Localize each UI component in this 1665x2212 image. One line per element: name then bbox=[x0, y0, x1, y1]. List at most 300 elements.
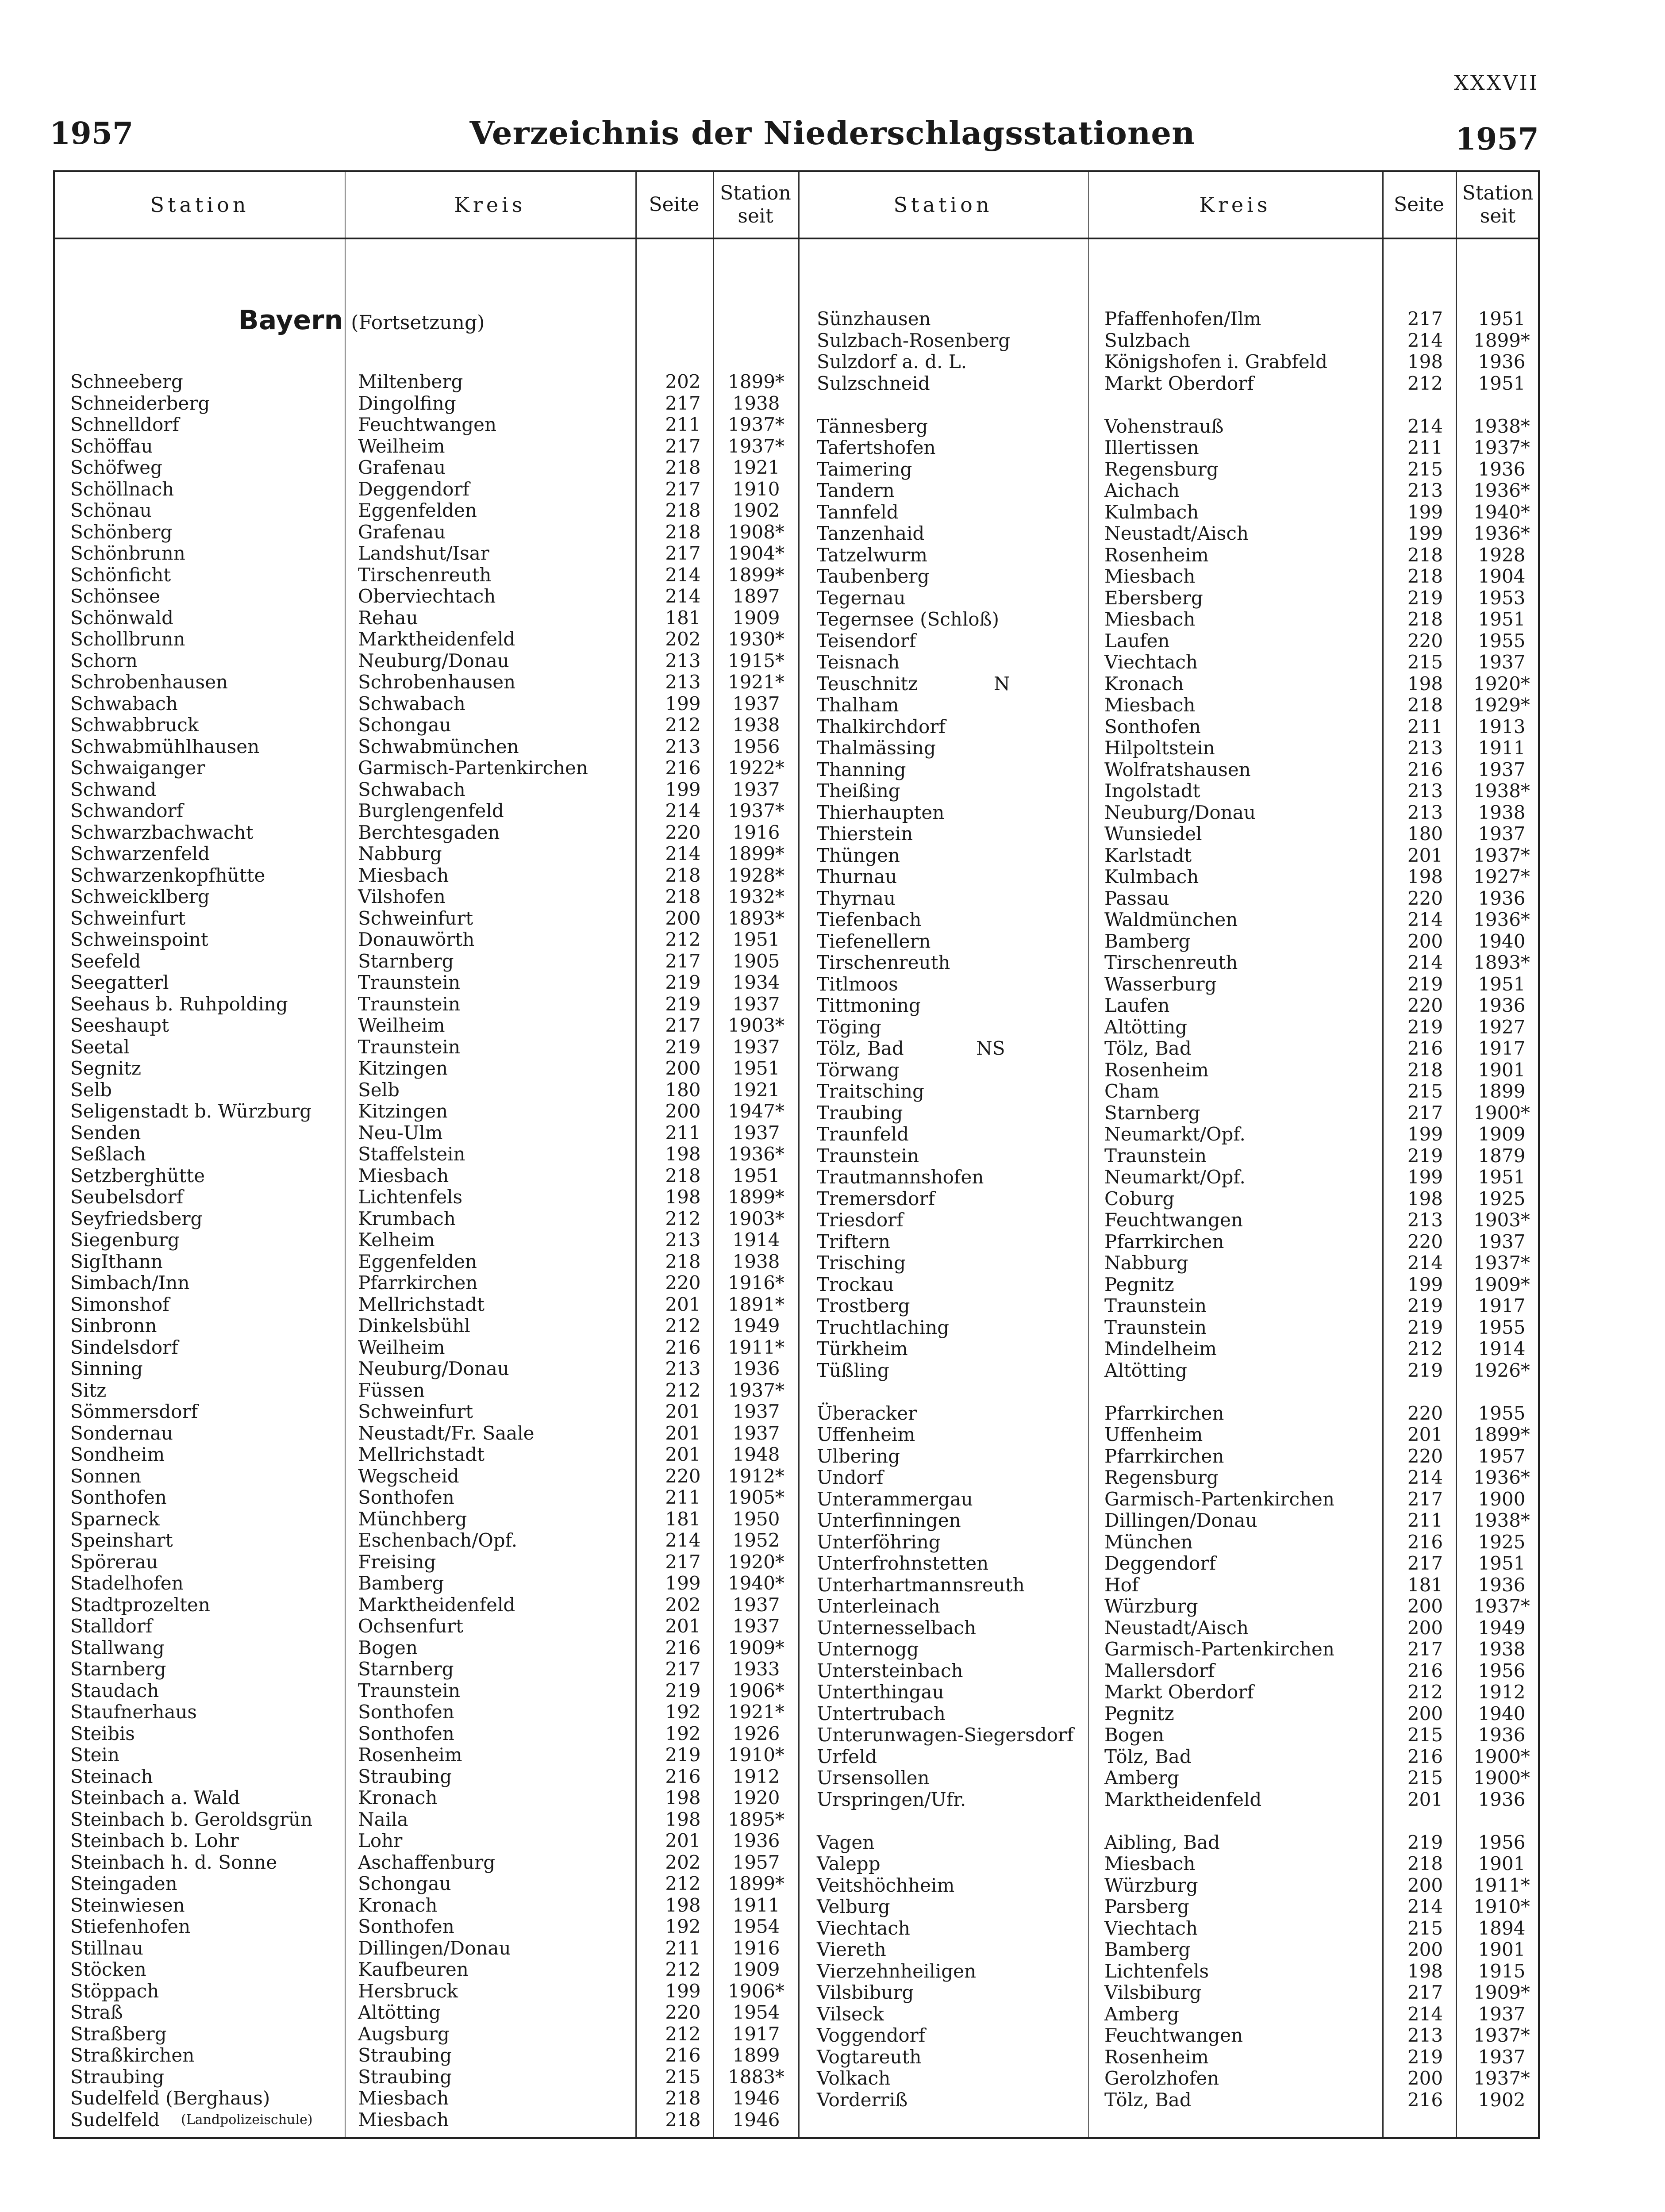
table-row bbox=[70, 1251, 796, 1272]
table-row bbox=[817, 2004, 1538, 2025]
kreis-name: Marktheidenfeld bbox=[358, 1594, 515, 1616]
station-seit-value: 1928* bbox=[728, 864, 784, 886]
table-row bbox=[70, 1058, 796, 1079]
station-name: Senden bbox=[70, 1121, 141, 1144]
table-row bbox=[70, 757, 796, 779]
table-row bbox=[817, 1982, 1538, 2003]
station-seit-value: 1940* bbox=[728, 1572, 784, 1594]
station-seit-value: 1920* bbox=[728, 1551, 784, 1573]
table-row bbox=[817, 1210, 1538, 1231]
kreis-name: Deggendorf bbox=[358, 478, 469, 500]
station-seit-value: 1915* bbox=[728, 649, 784, 672]
station-seit-value: 1950 bbox=[732, 1508, 780, 1530]
kreis-name: Mellrichstadt bbox=[358, 1293, 485, 1315]
seite-value: 213 bbox=[665, 649, 701, 672]
station-name: Triesdorf bbox=[817, 1209, 904, 1231]
seite-value: 211 bbox=[1407, 437, 1443, 458]
seite-value: 217 bbox=[665, 1551, 701, 1573]
seite-value: 212 bbox=[665, 929, 701, 950]
seite-value: 200 bbox=[665, 907, 701, 929]
page-title: Verzeichnis der Niederschlagsstationen bbox=[469, 114, 1196, 152]
table-row bbox=[817, 609, 1538, 630]
table-row bbox=[817, 588, 1538, 609]
station-seit-value: 1937* bbox=[728, 1379, 784, 1401]
station-seit-value: 1908* bbox=[728, 521, 784, 543]
station-seit-value: 1940 bbox=[1478, 1702, 1526, 1724]
station-name: Schönbrunn bbox=[70, 542, 185, 564]
station-name: Segnitz bbox=[70, 1057, 142, 1079]
seite-value: 202 bbox=[665, 371, 701, 392]
station-name: Titlmoos bbox=[817, 973, 898, 995]
kreis-name: Passau bbox=[1104, 887, 1169, 909]
kreis-name: Wasserburg bbox=[1104, 973, 1217, 995]
table-row bbox=[817, 1703, 1538, 1724]
seite-value: 198 bbox=[1407, 672, 1443, 695]
station-name: Sünzhausen bbox=[817, 308, 931, 330]
station-seit-value: 1903* bbox=[728, 1207, 784, 1229]
seite-value: 201 bbox=[665, 1422, 701, 1444]
seite-value: 220 bbox=[665, 821, 701, 843]
kreis-name: Königshofen i. Grabfeld bbox=[1104, 351, 1327, 373]
table-row bbox=[70, 1637, 796, 1659]
station-name: Stallwang bbox=[70, 1636, 165, 1659]
kreis-name: Wunsiedel bbox=[1104, 823, 1202, 845]
table-row bbox=[817, 373, 1538, 394]
station-name: Stöppach bbox=[70, 1980, 159, 2002]
station-name: Straubing bbox=[70, 2066, 165, 2088]
kreis-name: Viechtach bbox=[1104, 1917, 1198, 1939]
seite-value: 217 bbox=[1407, 1552, 1443, 1574]
table-row bbox=[817, 823, 1538, 845]
seite-value: 199 bbox=[1407, 501, 1443, 523]
table-row bbox=[817, 1317, 1538, 1338]
kreis-name: Miesbach bbox=[358, 2087, 449, 2109]
seite-value: 215 bbox=[1407, 1080, 1443, 1102]
seite-value: 211 bbox=[1407, 715, 1443, 737]
station-seit-value: 1932* bbox=[728, 886, 784, 907]
kreis-name: Altötting bbox=[1104, 1359, 1188, 1381]
station-seit-value: 1909* bbox=[1473, 1982, 1530, 2003]
station-seit-value: 1904* bbox=[728, 542, 784, 564]
station-seit-value: 1915 bbox=[1478, 1960, 1526, 1982]
table-row bbox=[817, 502, 1538, 523]
kreis-name: Feuchtwangen bbox=[358, 414, 497, 435]
table-row bbox=[70, 1165, 796, 1187]
station-name: Setzberghütte bbox=[70, 1164, 205, 1187]
station-seit-value: 1937 bbox=[732, 1594, 780, 1616]
seite-value: 220 bbox=[1407, 1230, 1443, 1252]
table-row bbox=[817, 1274, 1538, 1295]
kreis-name: Neumarkt/Opf. bbox=[1104, 1123, 1246, 1145]
station-name: Unterfrohnstetten bbox=[817, 1552, 989, 1574]
station-seit-value: 1899* bbox=[1473, 329, 1530, 351]
table-row bbox=[70, 1981, 796, 2002]
kreis-name: Würzburg bbox=[1104, 1595, 1198, 1617]
kreis-name: Miesbach bbox=[1104, 694, 1196, 716]
station-name: Tiefenbach bbox=[817, 909, 922, 930]
seite-value: 219 bbox=[665, 1036, 701, 1058]
station-name: Untersteinbach bbox=[817, 1659, 963, 1682]
station-name: Stein bbox=[70, 1744, 119, 1766]
seite-value: 198 bbox=[1407, 351, 1443, 373]
kreis-name: Nabburg bbox=[1104, 1252, 1188, 1274]
station-seit-value: 1951 bbox=[1478, 1552, 1526, 1574]
station-seit-value: 1913 bbox=[1478, 715, 1526, 737]
station-name: Teisnach bbox=[817, 651, 900, 673]
table-row bbox=[70, 1487, 796, 1508]
station-seit-value: 1954 bbox=[732, 2001, 780, 2023]
table-row bbox=[817, 308, 1538, 330]
station-name: Sparneck bbox=[70, 1508, 160, 1530]
seite-value: 218 bbox=[665, 864, 701, 886]
kreis-name: Aibling, Bad bbox=[1104, 1831, 1220, 1853]
station-name: Schwaiganger bbox=[70, 757, 205, 779]
station-seit-value: 1893* bbox=[728, 907, 784, 929]
station-seit-value: 1920 bbox=[732, 1787, 780, 1809]
kreis-name: Burglengenfeld bbox=[358, 800, 504, 822]
kreis-name: Rosenheim bbox=[1104, 544, 1209, 566]
station-name: SigIthann bbox=[70, 1250, 163, 1272]
table-row bbox=[70, 1229, 796, 1251]
table-row bbox=[70, 1551, 796, 1573]
station-name: Sulzschneid bbox=[817, 372, 930, 394]
station-seit-value: 1951 bbox=[732, 1164, 780, 1187]
station-seit-value: 1951 bbox=[1478, 608, 1526, 630]
station-seit-value: 1921* bbox=[728, 671, 784, 693]
station-name: Triftern bbox=[817, 1230, 890, 1252]
table-row bbox=[817, 1167, 1538, 1188]
seite-value: 216 bbox=[665, 2044, 701, 2066]
station-seit-value: 1937 bbox=[1478, 651, 1526, 673]
kreis-name: Sonthofen bbox=[358, 1722, 454, 1744]
kreis-name: Mallersdorf bbox=[1104, 1659, 1215, 1682]
seite-value: 216 bbox=[1407, 1531, 1443, 1553]
station-name: Unterhartmannsreuth bbox=[817, 1574, 1025, 1596]
seite-value: 199 bbox=[665, 1572, 701, 1594]
table-row bbox=[817, 459, 1538, 480]
seite-value: 214 bbox=[1407, 1467, 1443, 1488]
kreis-name: Weilheim bbox=[358, 435, 445, 457]
kreis-name: Vilshofen bbox=[358, 886, 446, 907]
station-name: Straßkirchen bbox=[70, 2044, 195, 2066]
header-kreis-right: Kreis bbox=[1199, 193, 1271, 217]
seite-value: 212 bbox=[665, 1207, 701, 1229]
station-name: Tremersdorf bbox=[817, 1187, 935, 1210]
seite-value: 214 bbox=[1407, 329, 1443, 351]
kreis-name: Traunstein bbox=[358, 972, 460, 993]
kreis-name: Miesbach bbox=[358, 2108, 449, 2131]
kreis-name: Laufen bbox=[1104, 995, 1170, 1016]
station-seit-value: 1949 bbox=[732, 1315, 780, 1336]
station-seit-value: 1921 bbox=[732, 1079, 780, 1101]
table-row bbox=[70, 393, 796, 414]
station-seit-value: 1953 bbox=[1478, 587, 1526, 609]
table-row bbox=[817, 630, 1538, 652]
station-seit-value: 1921 bbox=[732, 457, 780, 478]
seite-value: 219 bbox=[665, 972, 701, 993]
table-row bbox=[817, 1188, 1538, 1210]
station-seit-value: 1940* bbox=[1473, 501, 1530, 523]
kreis-name: Traunstein bbox=[358, 1036, 460, 1058]
station-name: Schönsee bbox=[70, 585, 160, 607]
station-seit-value: 1938* bbox=[1473, 780, 1530, 802]
station-name: Unterammergau bbox=[817, 1488, 973, 1510]
station-name: Unterunwagen-Siegersdorf bbox=[817, 1724, 1074, 1746]
seite-value: 217 bbox=[665, 950, 701, 972]
table-row bbox=[817, 1617, 1538, 1639]
table-row bbox=[817, 1875, 1538, 1896]
kreis-name: Neuburg/Donau bbox=[358, 1358, 509, 1379]
seite-value: 200 bbox=[1407, 1702, 1443, 1724]
seite-value: 217 bbox=[665, 435, 701, 457]
table-row bbox=[817, 1510, 1538, 1531]
seite-value: 217 bbox=[1407, 308, 1443, 330]
station-seit-value: 1952 bbox=[732, 1529, 780, 1551]
station-name: Uffenheim bbox=[817, 1424, 915, 1445]
seite-value: 201 bbox=[665, 1444, 701, 1465]
kreis-name: Ebersberg bbox=[1104, 587, 1203, 609]
seite-value: 216 bbox=[1407, 1659, 1443, 1682]
table-row bbox=[70, 972, 796, 993]
station-name: Voggendorf bbox=[817, 2024, 926, 2046]
station-name: Valepp bbox=[817, 1853, 881, 1874]
table-row bbox=[70, 1401, 796, 1422]
station-seit-value: 1937 bbox=[732, 778, 780, 800]
station-seit-value: 1936 bbox=[732, 1358, 780, 1379]
table-row bbox=[70, 1616, 796, 1637]
table-row bbox=[70, 822, 796, 843]
seite-value: 181 bbox=[665, 607, 701, 629]
kreis-name: Feuchtwangen bbox=[1104, 2024, 1243, 2046]
seite-value: 198 bbox=[665, 1143, 701, 1165]
station-seit-value: 1936 bbox=[732, 1830, 780, 1851]
seite-value: 218 bbox=[1407, 1853, 1443, 1874]
table-row bbox=[817, 716, 1538, 737]
kreis-name: Traunstein bbox=[358, 1679, 460, 1701]
station-name: Volkach bbox=[817, 2067, 891, 2089]
station-name: Sonthofen bbox=[70, 1486, 167, 1508]
header-station-seit-line2: seit bbox=[1480, 205, 1516, 227]
station-name: Sondheim bbox=[70, 1444, 165, 1465]
station-seit-value: 1899* bbox=[1473, 1424, 1530, 1445]
station-name: Vogtareuth bbox=[817, 2046, 922, 2068]
kreis-name: Garmisch-Partenkirchen bbox=[1104, 1638, 1334, 1660]
seite-value: 212 bbox=[665, 1959, 701, 1980]
seite-value: 201 bbox=[665, 1401, 701, 1422]
table-row bbox=[70, 1659, 796, 1680]
table-row bbox=[70, 1809, 796, 1830]
kreis-name: Kronach bbox=[358, 1894, 438, 1916]
station-seit-value: 1912 bbox=[1478, 1681, 1526, 1703]
station-seit-value: 1937* bbox=[1473, 2067, 1530, 2089]
seite-value: 219 bbox=[1407, 1295, 1443, 1317]
station-name: Stadelhofen bbox=[70, 1572, 184, 1594]
table-row bbox=[70, 1680, 796, 1701]
seite-value: 220 bbox=[665, 1272, 701, 1294]
kreis-name: Miesbach bbox=[358, 864, 449, 886]
station-seit-value: 1899* bbox=[728, 1873, 784, 1894]
station-seit-value: 1895* bbox=[728, 1808, 784, 1830]
station-name: Steinbach b. Lohr bbox=[70, 1830, 239, 1851]
station-name: Seegatterl bbox=[70, 972, 169, 993]
kreis-name: Dillingen/Donau bbox=[358, 1937, 511, 1959]
kreis-name: Straubing bbox=[358, 2066, 452, 2088]
header-seite-left: Seite bbox=[649, 193, 700, 216]
header-station-seit-line1: Station bbox=[720, 182, 791, 204]
station-seit-value: 1937 bbox=[732, 1401, 780, 1422]
kreis-name: Kulmbach bbox=[1104, 501, 1199, 523]
station-seit-value: 1937 bbox=[732, 993, 780, 1015]
seite-value: 192 bbox=[665, 1701, 701, 1723]
station-seit-value: 1909 bbox=[732, 1959, 780, 1980]
seite-value: 219 bbox=[1407, 1144, 1443, 1167]
table-row bbox=[817, 695, 1538, 716]
kreis-name: Straubing bbox=[358, 2044, 452, 2066]
station-name: Thierhaupten bbox=[817, 801, 945, 823]
station-name: Steinach bbox=[70, 1765, 153, 1787]
kreis-name: Sonthofen bbox=[358, 1701, 454, 1723]
seite-value: 217 bbox=[665, 392, 701, 414]
kreis-name: Aschaffenburg bbox=[358, 1851, 496, 1873]
table-row bbox=[70, 436, 796, 457]
kreis-name: Münchberg bbox=[358, 1508, 467, 1530]
table-row bbox=[70, 1787, 796, 1809]
kreis-name: Miesbach bbox=[358, 1164, 449, 1187]
kreis-name: Grafenau bbox=[358, 521, 446, 543]
kreis-name: Laufen bbox=[1104, 630, 1170, 652]
kreis-name: Bogen bbox=[358, 1636, 418, 1659]
station-name: Schwabmühlhausen bbox=[70, 735, 260, 757]
station-name: Theißing bbox=[817, 780, 900, 802]
seite-value: 217 bbox=[665, 1014, 701, 1036]
kreis-name: Neumarkt/Opf. bbox=[1104, 1166, 1246, 1188]
station-name: Steinwiesen bbox=[70, 1894, 185, 1916]
station-seit-value: 1956 bbox=[1478, 1831, 1526, 1853]
station-seit-value: 1940 bbox=[1478, 930, 1526, 952]
station-seit-value: 1946 bbox=[732, 2108, 780, 2131]
seite-value: 181 bbox=[1407, 1574, 1443, 1596]
table-row bbox=[70, 714, 796, 736]
kreis-name: Traunstein bbox=[1104, 1316, 1207, 1338]
station-seit-value: 1951 bbox=[1478, 1166, 1526, 1188]
seite-value: 219 bbox=[1407, 1831, 1443, 1853]
kreis-name: Illertissen bbox=[1104, 437, 1199, 458]
seite-value: 212 bbox=[665, 1379, 701, 1401]
station-name: Tüßling bbox=[817, 1359, 889, 1381]
kreis-name: Starnberg bbox=[358, 950, 454, 972]
station-seit-value: 1914 bbox=[1478, 1338, 1526, 1359]
table-row bbox=[817, 1102, 1538, 1124]
kreis-name: Aichach bbox=[1104, 480, 1180, 501]
kreis-name: Sonthofen bbox=[1104, 715, 1201, 737]
station-seit-value: 1930* bbox=[728, 628, 784, 650]
kreis-name: Tölz, Bad bbox=[1104, 1745, 1192, 1767]
kreis-name: Neu-Ulm bbox=[358, 1121, 443, 1144]
station-seit-value: 1955 bbox=[1478, 630, 1526, 652]
station-name: Schnelldorf bbox=[70, 414, 179, 435]
seite-value: 219 bbox=[1407, 1016, 1443, 1038]
table-row bbox=[817, 1060, 1538, 1081]
kreis-name: Pegnitz bbox=[1104, 1702, 1174, 1724]
kreis-name: Krumbach bbox=[358, 1207, 456, 1229]
station-name: Vierzehnheiligen bbox=[817, 1960, 977, 1982]
table-row bbox=[70, 650, 796, 672]
seite-value: 213 bbox=[1407, 2024, 1443, 2046]
station-seit-value: 1937 bbox=[1478, 2046, 1526, 2068]
station-seit-value: 1948 bbox=[732, 1444, 780, 1465]
station-name: Thurnau bbox=[817, 866, 897, 887]
station-name: Thalkirchdorf bbox=[817, 715, 946, 737]
seite-value: 217 bbox=[665, 478, 701, 500]
table-row bbox=[817, 1896, 1538, 1917]
kreis-name: Mindelheim bbox=[1104, 1338, 1217, 1359]
seite-value: 217 bbox=[1407, 1982, 1443, 2003]
station-name: Schöfweg bbox=[70, 457, 162, 478]
table-row bbox=[70, 1037, 796, 1058]
station-name: Siegenburg bbox=[70, 1229, 180, 1251]
table-row bbox=[817, 888, 1538, 909]
seite-value: 214 bbox=[1407, 909, 1443, 930]
seite-value: 212 bbox=[665, 2023, 701, 2045]
station-name: Viereth bbox=[817, 1939, 886, 1960]
table-row bbox=[817, 480, 1538, 501]
kreis-name: Garmisch-Partenkirchen bbox=[1104, 1488, 1334, 1510]
table-row bbox=[70, 1509, 796, 1530]
table-row bbox=[817, 1081, 1538, 1102]
seite-value: 201 bbox=[665, 1830, 701, 1851]
kreis-name: Bogen bbox=[1104, 1724, 1164, 1746]
station-name: Traitsching bbox=[817, 1080, 924, 1102]
table-row bbox=[70, 2024, 796, 2045]
table-row bbox=[817, 1724, 1538, 1746]
table-row bbox=[70, 1208, 796, 1229]
station-name: Sindelsdorf bbox=[70, 1336, 178, 1358]
seite-value: 213 bbox=[1407, 737, 1443, 759]
station-name: Sitz bbox=[70, 1379, 107, 1401]
station-name: Urspringen/Ufr. bbox=[817, 1788, 966, 1810]
station-name: Sonnen bbox=[70, 1465, 142, 1487]
station-seit-value: 1936 bbox=[1478, 351, 1526, 373]
station-seit-value: 1901 bbox=[1478, 1939, 1526, 1960]
seite-value: 212 bbox=[1407, 1681, 1443, 1703]
station-name: Türkheim bbox=[817, 1338, 908, 1359]
seite-value: 212 bbox=[1407, 372, 1443, 394]
seite-value: 211 bbox=[665, 1486, 701, 1508]
station-name: Unternogg bbox=[817, 1638, 919, 1660]
region-suffix: (Fortsetzung) bbox=[351, 311, 485, 334]
seite-value: 220 bbox=[1407, 1402, 1443, 1424]
seite-value: 218 bbox=[665, 2108, 701, 2131]
kreis-name: Weilheim bbox=[358, 1336, 445, 1358]
seite-value: 198 bbox=[665, 1787, 701, 1809]
station-seit-value: 1929* bbox=[1473, 694, 1530, 716]
station-seit-value: 1936 bbox=[1478, 1788, 1526, 1810]
seite-value: 214 bbox=[665, 564, 701, 586]
station-seit-value: 1947* bbox=[728, 1100, 784, 1122]
table-row bbox=[70, 994, 796, 1015]
station-seit-value: 1916* bbox=[728, 1272, 784, 1294]
kreis-name: Selb bbox=[358, 1079, 400, 1101]
seite-value: 218 bbox=[1407, 694, 1443, 716]
seite-value: 215 bbox=[1407, 1917, 1443, 1939]
station-seit-value: 1937* bbox=[1473, 437, 1530, 458]
station-seit-value: 1911 bbox=[732, 1894, 780, 1916]
table-row bbox=[70, 865, 796, 886]
table-row bbox=[817, 866, 1538, 887]
station-seit-value: 1912* bbox=[728, 1465, 784, 1487]
kreis-name: Tölz, Bad bbox=[1104, 1037, 1192, 1059]
station-seit-value: 1937 bbox=[1478, 823, 1526, 845]
